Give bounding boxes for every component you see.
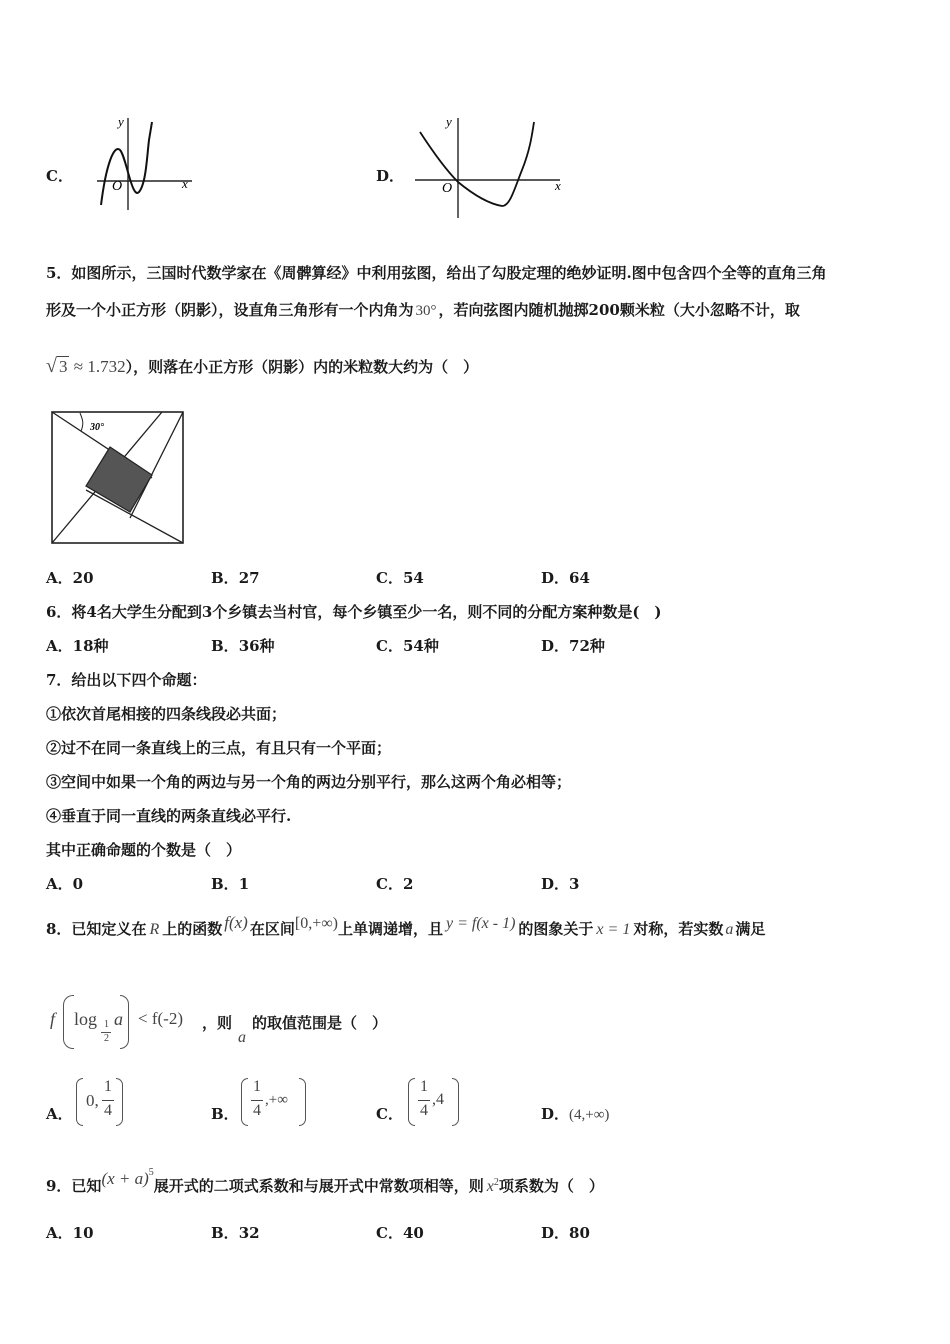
- x-axis-label: x: [555, 178, 561, 193]
- curve-d: [420, 122, 534, 206]
- q5-sqrt-expr: √ 3 ≈ 1.732: [46, 355, 126, 377]
- q7-item-4: ④垂直于同一直线的两条直线必平行.: [46, 807, 292, 825]
- q5-text-b: ，若向弦图内随机抛掷200颗米粒（大小忽略不计，取: [438, 301, 800, 319]
- q9-exp: 5: [148, 1167, 154, 1178]
- q7-item-3: ③空间中如果一个角的两边与另一个角的两边分别平行，那么这两个角必相等；: [46, 773, 572, 791]
- q6-option-a[interactable]: A．18种: [46, 637, 109, 655]
- q8-option-c-label[interactable]: C．: [376, 1105, 403, 1123]
- q8-option-a-label[interactable]: A．: [46, 1105, 73, 1123]
- q5-option-c[interactable]: C．54: [376, 569, 424, 587]
- q9-x-exp: 2: [493, 1177, 499, 1188]
- q5-stem-line2: [46, 299, 800, 320]
- q8-option-b-value[interactable]: 1 4 ,+∞: [241, 1078, 311, 1128]
- q7-option-d[interactable]: D．3: [541, 875, 580, 893]
- q9-stem: 9．已知$(x + a)^5$展开式的二项式系数和与展开式中常数项相等，则 $x^2$项系数为（ ）: [46, 1167, 604, 1195]
- q4-option-c-label[interactable]: C．: [46, 167, 73, 185]
- q5-option-d[interactable]: D．64: [541, 569, 590, 587]
- q9-x: x: [486, 1178, 494, 1195]
- q6-option-b[interactable]: B．36种: [211, 637, 275, 655]
- q4-option-d-graph: [410, 110, 570, 222]
- y-axis-label: y: [118, 114, 124, 129]
- q7-option-a[interactable]: A．0: [46, 875, 84, 893]
- q8-stem-line1: 8．已知定义在 R 上的函数 f(x) 在区间[0,+∞)上单调递增，且 y = f(x - 1) 的图象关于 x = 1 对称，若实数 a 满足: [46, 913, 766, 938]
- q5-angle: 30°: [415, 303, 437, 319]
- q9-option-a[interactable]: A．10: [46, 1224, 94, 1242]
- q5-stem-line3: [46, 355, 478, 378]
- x-axis-label: x: [182, 176, 188, 191]
- q7-option-b[interactable]: B．1: [211, 875, 250, 893]
- q8-xeq: x = 1: [596, 921, 631, 938]
- q8-option-a-value[interactable]: 0, 1 4: [76, 1078, 126, 1128]
- q7-question: 其中正确命题的个数是（ ）: [46, 841, 242, 859]
- q5-text-c: ），则落在小正方形（阴影）内的米粒数大约为（ ）: [125, 358, 479, 376]
- q7-item-2: ②过不在同一条直线上的三点，有且只有一个平面；: [46, 739, 392, 757]
- origin-label: O: [442, 181, 453, 196]
- q5-string-figure: [50, 410, 186, 546]
- q4-option-d-label[interactable]: D．: [376, 167, 405, 185]
- q6-option-d[interactable]: D．72种: [541, 637, 605, 655]
- q4-option-c-graph: [92, 110, 202, 215]
- curve-c: [101, 122, 152, 205]
- angle-arc: [80, 413, 83, 431]
- q9-option-d[interactable]: D．80: [541, 1224, 590, 1242]
- q7-option-c[interactable]: C．2: [376, 875, 414, 893]
- angle-label: 30°: [90, 422, 104, 433]
- q6-option-c[interactable]: C．54种: [376, 637, 439, 655]
- q5-text-a: 形及一个小正方形（阴影），设直角三角形有一个内角为: [46, 301, 414, 319]
- q5-stem-line1: 5．如图所示，三国时代数学家在《周髀算经》中利用弦图，给出了勾股定理的绝妙证明.图中包含四个全等的直角三角: [46, 264, 827, 282]
- y-axis-label: y: [446, 114, 452, 129]
- q6-stem: 6．将4名大学生分配到3个乡镇去当村官，每个乡镇至少一名，则不同的分配方案种数是( ): [46, 603, 662, 621]
- q9-option-b[interactable]: B．32: [211, 1224, 260, 1242]
- origin-label: O: [112, 179, 123, 194]
- q8-yeq: y = f(x - 1): [445, 915, 516, 932]
- q8-option-c-value[interactable]: 1 4 ,4: [408, 1078, 468, 1128]
- q8-fx: f(x): [224, 913, 248, 932]
- shaded-small-square: [86, 447, 152, 512]
- q5-option-a[interactable]: A．20: [46, 569, 94, 587]
- q9-expr: (x + a): [101, 1169, 149, 1188]
- q7-stem: 7．给出以下四个命题：: [46, 671, 207, 689]
- q8-option-b-label[interactable]: B．: [211, 1105, 239, 1123]
- q7-item-1: ①依次首尾相接的四条线段必共面；: [46, 705, 287, 723]
- q5-option-b[interactable]: B．27: [211, 569, 260, 587]
- q8-a: a: [725, 921, 734, 938]
- q8-option-d[interactable]: D．(4,+∞): [541, 1105, 610, 1123]
- q8-set-r: R: [149, 921, 160, 938]
- q9-option-c[interactable]: C．40: [376, 1224, 424, 1242]
- q8-interval: [0,+∞): [294, 915, 338, 932]
